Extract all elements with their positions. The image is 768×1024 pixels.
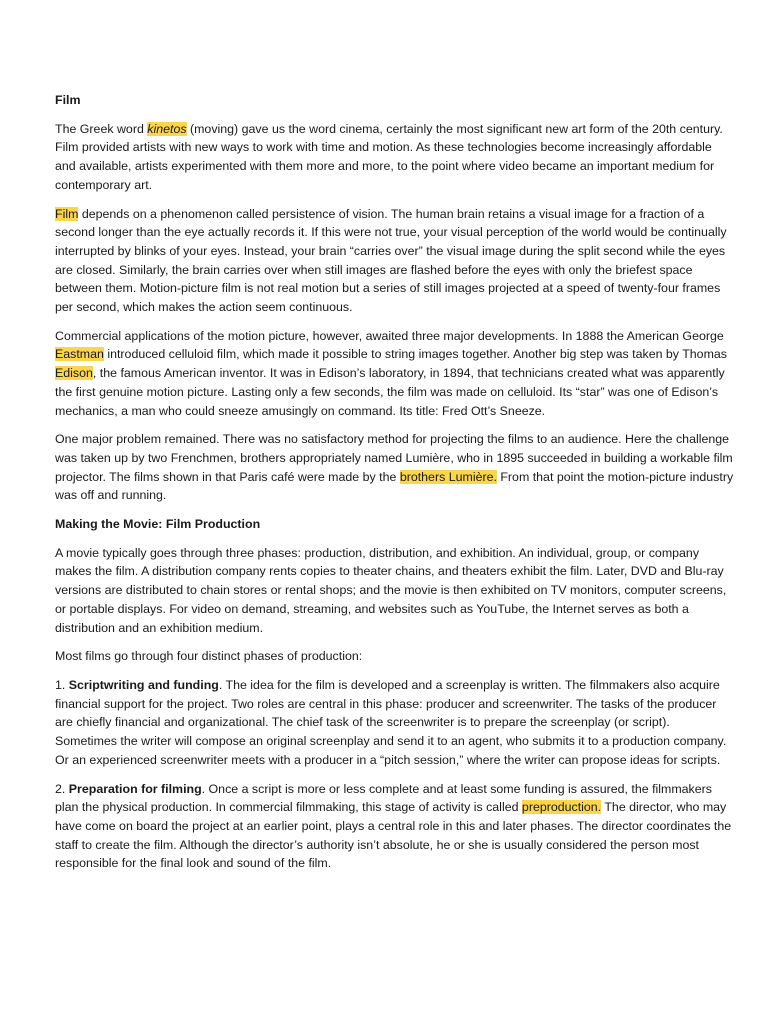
text: The director, who may have come on board the project at an earlier point, plays a central role in this and later phases. The director coordinates the staff to create the film. Although the director’s authority isn’t absolute, he or she is usually considered the person most responsible for the final look and sound of the film. <box>55 800 732 871</box>
term-scriptwriting-and-funding: Scriptwriting and funding <box>68 677 219 692</box>
text: One major problem remained. There was no satisfactory method for projecting the films to an audience. Here the challenge was taken up by two Frenchmen, brothers appropriately named Lumière, who in 1895 succeeded in building a workable film projector. The films shown in that Paris café were made by the <box>55 432 733 484</box>
paragraph-commercial-applications <box>55 327 735 421</box>
paragraph-persistence-of-vision <box>55 205 735 317</box>
highlight-film: Film <box>55 206 79 221</box>
paragraph-preparation <box>55 780 735 874</box>
paragraph-four-phases: Most films go through four distinct phases of production: <box>55 649 363 664</box>
paragraph-three-phases: A movie typically goes through three phases: production, distribution, and exhibition. An individual, group, or company makes the film. A distribution company rents copies to theater chains, and theaters exhibit the film. Later, DVD and Blu-ray versions are distributed to chain stores or rental shops; and the movie is then exhibited on TV monitors, computer screens, or portable displays. For video on demand, streaming, and websites such as YouTube, the Internet serves as both a distribution and an exhibition medium. <box>55 545 727 635</box>
paragraph-intro <box>55 120 735 195</box>
highlight-brothers-lumiere: brothers Lumière. <box>399 469 497 484</box>
highlight-kinetos: kinetos <box>147 121 187 136</box>
text: , the famous American inventor. It was in Edison’s laboratory, in 1894, that technicians created what was apparently the first genuine motion picture. Lasting only a few seconds, the film was made on celluloid. Its “star” was one of Edison’s mechanics, a man who could sneeze amusingly on command. Its title: Fred Ott’s Sneeze. <box>55 366 725 418</box>
text: . The idea for the film is developed and a screenplay is written. The filmmakers also acquire financial support for the project. Two roles are central in this phase: producer and screenwriter. The tasks of the producer are chiefly financial and organizational. The chief task of the screenwriter is to prepare the screenplay (or script). Sometimes the writer will compose an original screenplay and send it to an agent, who submits it to a production company. Or an experienced screenwriter meets with a producer in a “pitch session,” where the writer can propose ideas for scripts. <box>55 677 727 767</box>
text: (moving) gave us the word cinema, certainly the most significant new art form of the 20th century. Film provided artists with new ways to work with time and motion. As these technologies become increasingly affordable and available, artists experimented with them more and more, to the point where video became an important medium for contemporary art. <box>55 121 723 192</box>
text: depends on a phenomenon called persistence of vision. The human brain retains a visual image for a fraction of a second longer than the eye actually records it. If this were not true, your visual perception of the world would be continually interrupted by blinks of your eyes. Instead, your brain “carries over” the visual image during the split second while the eyes are closed. Similarly, the brain carries over when still images are flashed before the eyes with only the briefest space between them. Motion-picture film is not real motion but a series of still images projected at a speed of twenty-four frames per second, which makes the action seem continuous. <box>55 206 727 315</box>
list-number: 2. <box>55 781 69 796</box>
highlight-eastman: Eastman <box>55 347 104 362</box>
term-preparation-for-filming: Preparation for filming <box>68 781 202 796</box>
text: . Once a script is more or less complete and at least some funding is assured, the filmmakers plan the physical production. In commercial filmmaking, this stage of activity is called <box>55 781 712 815</box>
list-number: 1. <box>55 677 69 692</box>
highlight-edison: Edison <box>55 366 93 381</box>
paragraph-scriptwriting <box>55 676 735 770</box>
heading-making-the-movie: Making the Movie: Film Production <box>55 517 261 532</box>
text: The Greek word <box>55 121 148 136</box>
text: From that point the motion-picture industry was off and running. <box>55 469 734 503</box>
text: Commercial applications of the motion picture, however, awaited three major developments. In 1888 the American George <box>55 328 724 343</box>
heading-film: Film <box>55 93 81 107</box>
highlight-preproduction: preproduction. <box>521 800 602 815</box>
paragraph-lumiere <box>55 430 735 505</box>
text: introduced celluloid film, which made it possible to string images together. Another big step was taken by Thomas <box>103 347 727 362</box>
document-page <box>55 91 735 883</box>
